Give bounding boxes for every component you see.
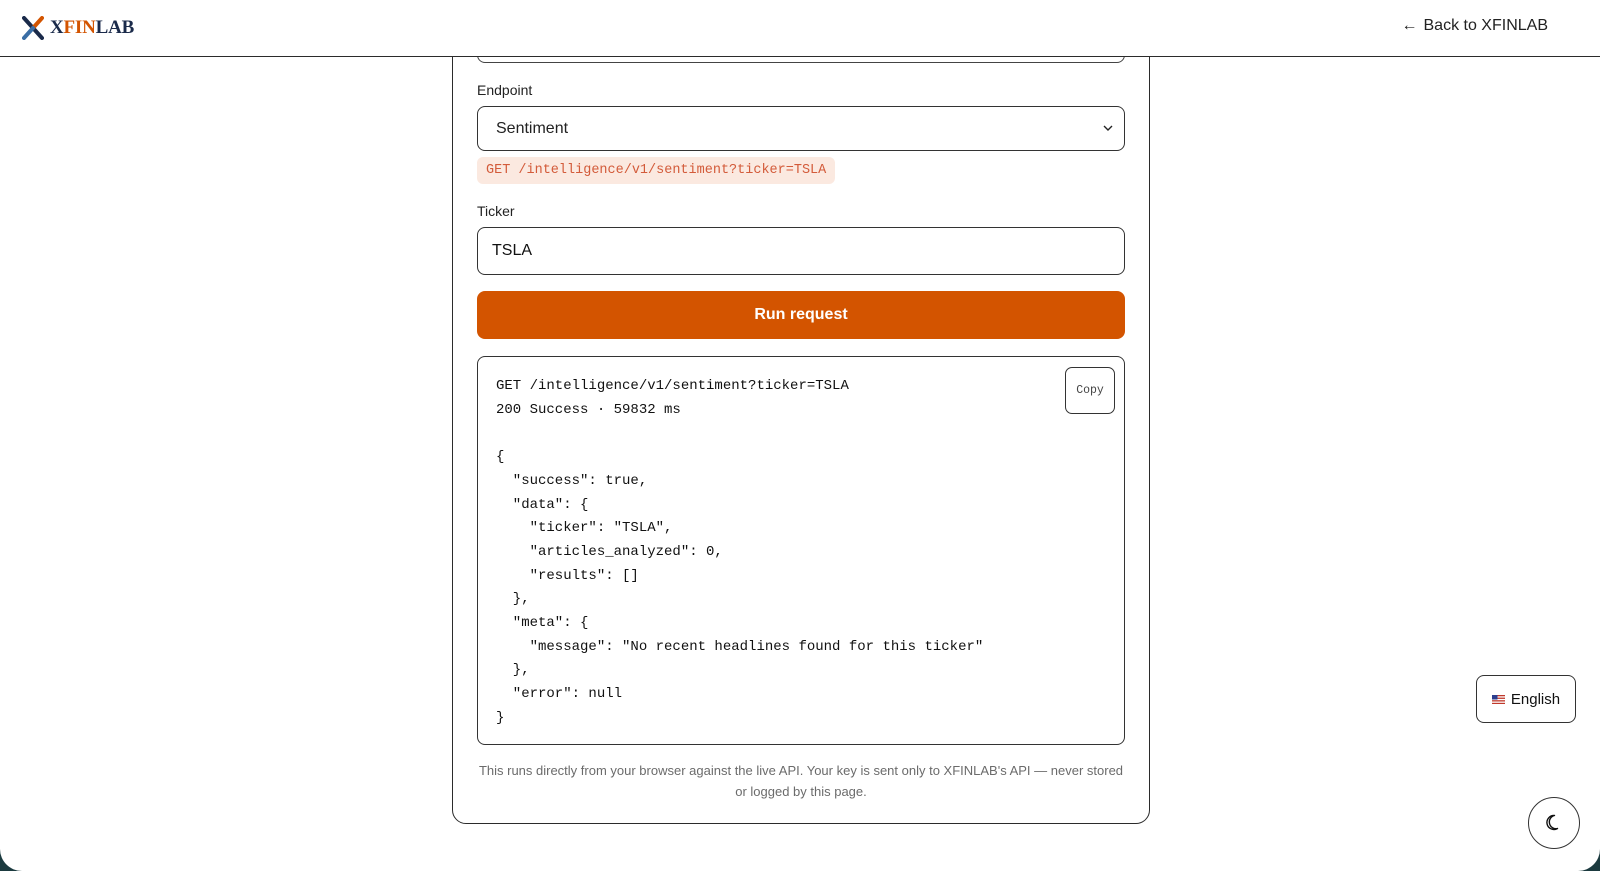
brand-logo[interactable]	[22, 14, 134, 42]
privacy-note: This runs directly from your browser against the live API. Your key is sent only to XFINLAB's API — never stored or logged by this page.	[478, 763, 1124, 799]
theme-toggle-button[interactable]	[1528, 797, 1580, 849]
arrow-left-icon: ←	[1401, 17, 1418, 34]
run-request-button[interactable]: Run request	[477, 291, 1125, 339]
response-output: GET /intelligence/v1/sentiment?ticker=TSLA 200 Success · 59832 ms { "success": true, "data": { "ticker": "TSLA", "articles_analyzed": 0, "results": [] }, "meta": { "message": "No recent headlines found for this ticker" }, "error": null }	[477, 356, 1125, 745]
xfinlab-logo-icon	[22, 16, 44, 40]
back-to-xfinlab-link[interactable]	[1402, 17, 1549, 35]
top-bar	[0, 0, 1600, 57]
endpoint-path-badge: GET /intelligence/v1/sentiment?ticker=TSLA	[477, 157, 835, 184]
brand-name: XFINLAB	[50, 17, 135, 38]
chevron-down-icon	[1102, 122, 1114, 134]
endpoint-selected-value: Sentiment	[496, 119, 569, 137]
copy-button[interactable]: Copy	[1065, 367, 1115, 414]
ticker-input[interactable]	[477, 227, 1125, 275]
moon-icon	[1544, 813, 1564, 833]
endpoint-label: Endpoint	[477, 82, 533, 98]
ticker-label: Ticker	[477, 203, 515, 219]
language-selector[interactable]	[1476, 675, 1576, 723]
language-label: English	[1510, 690, 1561, 708]
endpoint-select[interactable]	[477, 106, 1125, 151]
back-link-label: Back to XFINLAB	[1423, 17, 1548, 34]
us-flag-icon	[1492, 695, 1505, 704]
